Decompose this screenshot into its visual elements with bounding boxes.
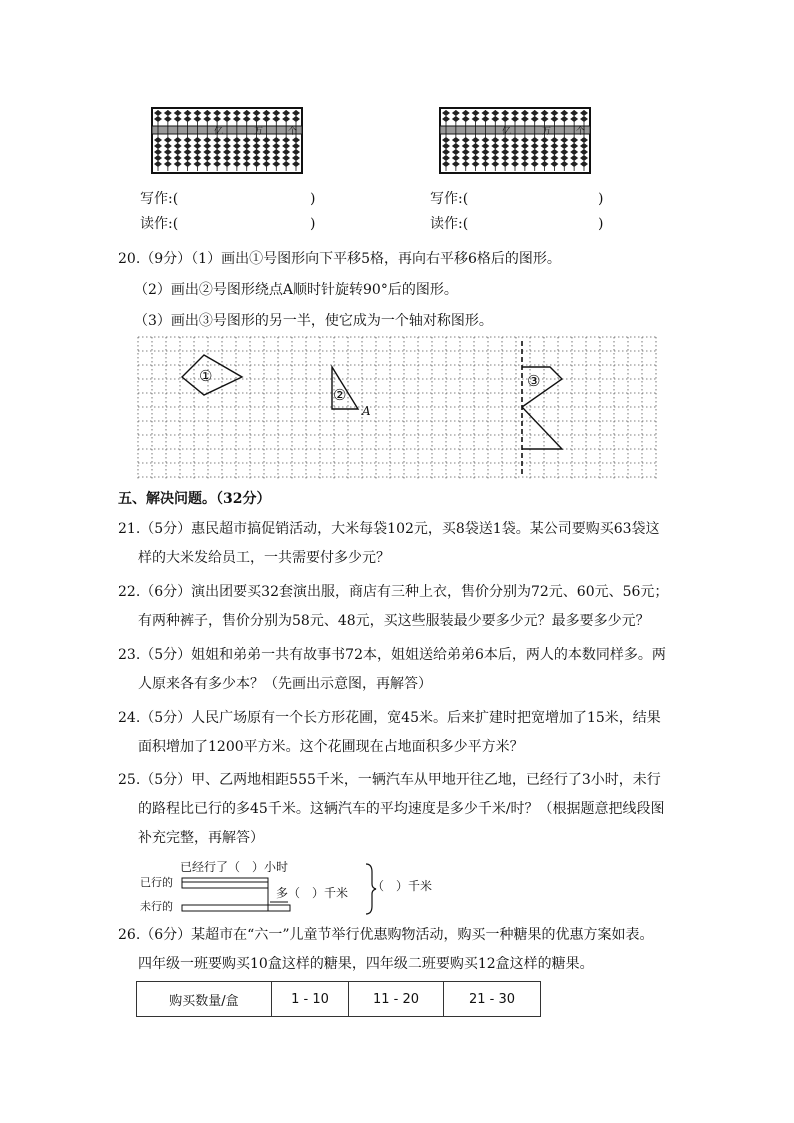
- abacus-bead: [164, 161, 172, 167]
- abacus-bead: [193, 110, 201, 116]
- abacus-bead: [223, 137, 231, 143]
- abacus-bead: [521, 149, 529, 155]
- abacus-bead: [154, 116, 162, 122]
- abacus-bead: [472, 161, 480, 167]
- abacus-bead: [481, 110, 489, 116]
- abacus-bead: [550, 149, 558, 155]
- abacus-bead: [452, 161, 460, 167]
- abacus-bead: [184, 155, 192, 161]
- section-5-heading: 五、解决问题。（32分）: [118, 491, 271, 507]
- abacus-bead: [472, 143, 480, 149]
- q24-line-1: 24.（5分）人民广场原有一个长方形花圃，宽45米。后来扩建时把宽增加了15米，结果: [118, 710, 661, 726]
- abacus-bead: [223, 161, 231, 167]
- abacus-bead: [223, 143, 231, 149]
- abacus-bead: [550, 110, 558, 116]
- abacus-bead: [233, 143, 241, 149]
- abacus-bead: [472, 116, 480, 122]
- q25-line-1: 25.（5分）甲、乙两地相距555千米，一辆汽车从甲地开往乙地，已经行了3小时，未行: [118, 772, 661, 788]
- abacus-bead: [233, 149, 241, 155]
- abacus-bead: [164, 149, 172, 155]
- abacus-bead: [442, 155, 450, 161]
- abacus-bead: [203, 149, 211, 155]
- q20-sub2: （2）画出②号图形绕点A顺时针旋转90°后的图形。: [134, 282, 458, 298]
- q23-line-1: 23.（5分）姐姐和弟弟一共有故事书72本，姐姐送给弟弟6本后，两人的本数同样多。两: [118, 647, 666, 663]
- abacus-2-write-close: ): [598, 191, 604, 207]
- table-col-cell: 11 - 20: [349, 982, 444, 1017]
- abacus-bead: [233, 137, 241, 143]
- abacus-bead: [481, 161, 489, 167]
- abacus-bead: [521, 116, 529, 122]
- abacus-bead: [213, 137, 221, 143]
- abacus-bead: [462, 143, 470, 149]
- abacus-bead: [491, 149, 499, 155]
- table-col-cell: 21 - 30: [444, 982, 541, 1017]
- abacus-bead: [203, 161, 211, 167]
- abacus-bead: [292, 116, 300, 122]
- abacus-bead: [253, 137, 261, 143]
- abacus-2-label-ge: 个: [576, 127, 586, 137]
- abacus-bead: [472, 110, 480, 116]
- abacus-bead: [511, 137, 519, 143]
- abacus-bead: [262, 137, 270, 143]
- abacus-bead: [541, 143, 549, 149]
- abacus-bead: [154, 143, 162, 149]
- abacus-bead: [184, 116, 192, 122]
- abacus-bead: [570, 110, 578, 116]
- abacus-bead: [233, 110, 241, 116]
- abacus-bead: [541, 155, 549, 161]
- abacus-bead: [531, 116, 539, 122]
- abacus-bead: [223, 110, 231, 116]
- abacus-bead: [282, 137, 290, 143]
- abacus-bead: [253, 155, 261, 161]
- abacus-bead: [223, 116, 231, 122]
- abacus-bead: [501, 155, 509, 161]
- abacus-bead: [501, 137, 509, 143]
- abacus-bead: [203, 155, 211, 161]
- abacus-bead: [203, 137, 211, 143]
- abacus-bead: [243, 155, 251, 161]
- abacus-bead: [580, 137, 588, 143]
- abacus-bead: [452, 143, 460, 149]
- abacus-bead: [521, 110, 529, 116]
- point-a-label: A: [362, 404, 371, 418]
- abacus-bead: [233, 155, 241, 161]
- diagram-total-label: （ ）千米: [372, 879, 433, 893]
- q25-line-2: 的路程比已行的多45千米。这辆汽车的平均速度是多少千米/时？（根据题意把线段图: [138, 801, 665, 817]
- abacus-bead: [452, 137, 460, 143]
- abacus-bead: [511, 110, 519, 116]
- abacus-bead: [511, 155, 519, 161]
- abacus-bead: [253, 149, 261, 155]
- abacus-bead: [223, 149, 231, 155]
- abacus-bead: [560, 116, 568, 122]
- abacus-2-label-wan: 万: [542, 127, 552, 137]
- abacus-bead: [253, 110, 261, 116]
- abacus-bead: [472, 149, 480, 155]
- abacus-bead: [243, 143, 251, 149]
- abacus-bead: [154, 161, 162, 167]
- q21-line-1: 21.（5分）惠民超市搞促销活动，大米每袋102元，买8袋送1袋。某公司要购买63袋这: [118, 521, 660, 537]
- abacus-bead: [193, 161, 201, 167]
- abacus-1-drawing: [152, 108, 302, 173]
- abacus-2-read-close: ): [598, 216, 604, 232]
- abacus-bead: [272, 161, 280, 167]
- abacus-bead: [272, 149, 280, 155]
- abacus-bead: [253, 116, 261, 122]
- abacus-bead: [184, 149, 192, 155]
- abacus-bead: [272, 116, 280, 122]
- abacus-bead: [491, 110, 499, 116]
- q25-line-3: 补充完整，再解答）: [138, 830, 264, 846]
- abacus-bead: [491, 137, 499, 143]
- abacus-bead: [491, 116, 499, 122]
- grid-lines: [138, 337, 658, 479]
- abacus-bead: [292, 137, 300, 143]
- abacus-bead: [452, 155, 460, 161]
- abacus-bead: [272, 143, 280, 149]
- abacus-bead: [262, 149, 270, 155]
- q24-line-2: 面积增加了1200平方米。这个花圃现在占地面积多少平方米？: [138, 739, 524, 755]
- abacus-bead: [511, 161, 519, 167]
- abacus-bead: [193, 143, 201, 149]
- abacus-bead: [174, 155, 182, 161]
- diagram-total-brace: [366, 864, 376, 914]
- abacus-bead: [560, 110, 568, 116]
- q21-line-2: 样的大米发给员工，一共需要付多少元？: [138, 550, 390, 566]
- abacus-bead: [462, 137, 470, 143]
- abacus-bead: [174, 116, 182, 122]
- abacus-bead: [550, 116, 558, 122]
- abacus-bead: [560, 161, 568, 167]
- abacus-bead: [472, 155, 480, 161]
- abacus-bead: [481, 155, 489, 161]
- abacus-bead: [243, 137, 251, 143]
- abacus-bead: [481, 149, 489, 155]
- table-header-cell: 购买数量/盒: [137, 982, 272, 1017]
- abacus-bead: [580, 110, 588, 116]
- q26-line-2: 四年级一班要购买10盒这样的糖果，四年级二班要购买12盒这样的糖果。: [138, 956, 594, 972]
- abacus-bead: [531, 110, 539, 116]
- abacus-1-write-close: ): [310, 191, 316, 207]
- abacus-2-label-yi: 亿: [502, 127, 512, 137]
- abacus-bead: [491, 155, 499, 161]
- abacus-bead: [272, 155, 280, 161]
- abacus-bead: [531, 143, 539, 149]
- abacus-bead: [442, 161, 450, 167]
- abacus-bead: [184, 143, 192, 149]
- abacus-bead: [164, 143, 172, 149]
- shape-2-label: ②: [333, 386, 347, 404]
- abacus-bead: [193, 116, 201, 122]
- abacus-bead: [511, 143, 519, 149]
- abacus-bead: [272, 110, 280, 116]
- abacus-1-label-ge: 个: [288, 127, 298, 137]
- abacus-bead: [262, 110, 270, 116]
- abacus-bead: [511, 149, 519, 155]
- abacus-bead: [184, 137, 192, 143]
- abacus-1-write-label: 写作:(: [140, 191, 179, 207]
- abacus-bead: [253, 161, 261, 167]
- abacus-bead: [550, 161, 558, 167]
- abacus-2-drawing: [440, 108, 590, 173]
- abacus-bead: [262, 116, 270, 122]
- abacus-bead: [292, 110, 300, 116]
- abacus-bead: [442, 137, 450, 143]
- diagram-top-brace: [182, 878, 268, 882]
- q22-line-2: 有两种裤子，售价分别为58元、48元，买这些服装最少要多少元？最多要多少元？: [138, 613, 650, 629]
- shape-1-label: ①: [199, 367, 213, 385]
- abacus-bead: [292, 155, 300, 161]
- abacus-bead: [174, 161, 182, 167]
- abacus-bead: [531, 137, 539, 143]
- transform-grid: [138, 337, 658, 479]
- abacus-bead: [531, 161, 539, 167]
- abacus-bead: [541, 110, 549, 116]
- abacus-bead: [213, 116, 221, 122]
- abacus-1-read-close: ): [310, 216, 316, 232]
- abacus-bead: [442, 149, 450, 155]
- abacus-bead: [560, 143, 568, 149]
- abacus-bead: [570, 155, 578, 161]
- abacus-bead: [292, 149, 300, 155]
- abacus-bead: [154, 110, 162, 116]
- diagram-remaining-bar: [182, 905, 268, 911]
- abacus-bead: [501, 116, 509, 122]
- abacus-bead: [164, 155, 172, 161]
- abacus-bead: [462, 116, 470, 122]
- abacus-bead: [560, 155, 568, 161]
- abacus-bead: [452, 149, 460, 155]
- abacus-bead: [262, 161, 270, 167]
- abacus-bead: [184, 161, 192, 167]
- abacus-bead: [541, 116, 549, 122]
- abacus-bead: [164, 137, 172, 143]
- abacus-bead: [550, 155, 558, 161]
- abacus-bead: [184, 110, 192, 116]
- abacus-bead: [560, 149, 568, 155]
- abacus-bead: [452, 116, 460, 122]
- abacus-bead: [462, 161, 470, 167]
- abacus-bead: [442, 143, 450, 149]
- table-row: [137, 982, 541, 1017]
- abacus-bead: [164, 110, 172, 116]
- diagram-top-label: 已经行了（ ）小时: [180, 860, 289, 874]
- abacus-bead: [511, 116, 519, 122]
- abacus-bead: [550, 137, 558, 143]
- diagram-more-label: 多（ ）千米: [276, 886, 349, 900]
- abacus-bead: [481, 137, 489, 143]
- abacus-bead: [570, 116, 578, 122]
- abacus-bead: [282, 116, 290, 122]
- q20-title: 20.（9分）（1）画出①号图形向下平移5格，再向右平移6格后的图形。: [118, 251, 561, 267]
- abacus-bead: [174, 149, 182, 155]
- abacus-bead: [560, 137, 568, 143]
- abacus-bead: [282, 143, 290, 149]
- abacus-bead: [262, 143, 270, 149]
- abacus-bead: [550, 143, 558, 149]
- abacus-bead: [541, 137, 549, 143]
- abacus-bead: [203, 143, 211, 149]
- abacus-bead: [213, 110, 221, 116]
- abacus-bead: [262, 155, 270, 161]
- q22-line-1: 22.（6分）演出团要买32套演出服，商店有三种上衣，售价分别为72元、60元、56元；: [118, 584, 669, 600]
- abacus-bead: [243, 149, 251, 155]
- abacus-2-read-label: 读作:(: [430, 216, 469, 232]
- abacus-bead: [154, 149, 162, 155]
- abacus-bead: [213, 143, 221, 149]
- abacus-bead: [223, 155, 231, 161]
- abacus-bead: [531, 149, 539, 155]
- abacus-bead: [501, 149, 509, 155]
- abacus-bead: [282, 161, 290, 167]
- abacus-bead: [233, 161, 241, 167]
- q26-line-1: 26.（6分）某超市在“六一”儿童节举行优惠购物活动，购买一种糖果的优惠方案如表。: [118, 927, 654, 943]
- abacus-bead: [213, 155, 221, 161]
- q23-line-2: 人原来各有多少本？（先画出示意图，再解答）: [138, 676, 432, 692]
- diagram-row1-label: 已行的: [140, 876, 173, 889]
- abacus-bead: [531, 155, 539, 161]
- abacus-bead: [521, 143, 529, 149]
- q20-sub3: （3）画出③号图形的另一半，使它成为一个轴对称图形。: [134, 313, 493, 329]
- abacus-bead: [501, 110, 509, 116]
- abacus-bead: [472, 137, 480, 143]
- abacus-bead: [570, 143, 578, 149]
- abacus-bead: [521, 137, 529, 143]
- abacus-bead: [541, 161, 549, 167]
- diagram-extra-bar: [268, 905, 290, 911]
- abacus-bead: [501, 161, 509, 167]
- abacus-bead: [174, 110, 182, 116]
- abacus-bead: [203, 116, 211, 122]
- abacus-bead: [233, 116, 241, 122]
- abacus-bead: [491, 143, 499, 149]
- abacus-bead: [452, 110, 460, 116]
- abacus-bead: [282, 110, 290, 116]
- abacus-bead: [481, 116, 489, 122]
- abacus-bead: [521, 161, 529, 167]
- abacus-bead: [272, 137, 280, 143]
- abacus-bead: [570, 149, 578, 155]
- abacus-bead: [164, 116, 172, 122]
- abacus-bead: [213, 161, 221, 167]
- abacus-1-label-yi: 亿: [214, 127, 224, 137]
- abacus-bead: [203, 110, 211, 116]
- abacus-2-write-label: 写作:(: [430, 191, 469, 207]
- line-diagram: [180, 858, 433, 918]
- abacus-bead: [462, 155, 470, 161]
- abacus-1-label-wan: 万: [254, 127, 264, 137]
- abacus-bead: [193, 137, 201, 143]
- abacus-bead: [174, 137, 182, 143]
- abacus-bead: [580, 155, 588, 161]
- abacus-1-read-label: 读作:(: [140, 216, 179, 232]
- abacus-bead: [243, 161, 251, 167]
- abacus-bead: [580, 149, 588, 155]
- diagram-row2-label: 未行的: [140, 900, 173, 913]
- abacus-bead: [580, 143, 588, 149]
- abacus-bead: [193, 155, 201, 161]
- abacus-bead: [253, 143, 261, 149]
- abacus-bead: [193, 149, 201, 155]
- abacus-bead: [541, 149, 549, 155]
- diagram-traveled-bar: [182, 882, 268, 888]
- abacus-bead: [580, 161, 588, 167]
- abacus-bead: [292, 143, 300, 149]
- abacus-bead: [491, 161, 499, 167]
- discount-table: [136, 981, 541, 1017]
- abacus-bead: [462, 149, 470, 155]
- abacus-bead: [570, 137, 578, 143]
- abacus-bead: [174, 143, 182, 149]
- abacus-bead: [243, 116, 251, 122]
- abacus-bead: [442, 110, 450, 116]
- abacus-bead: [481, 143, 489, 149]
- abacus-bead: [462, 110, 470, 116]
- abacus-bead: [154, 155, 162, 161]
- table-col-cell: 1 - 10: [272, 982, 349, 1017]
- abacus-bead: [213, 149, 221, 155]
- abacus-bead: [570, 161, 578, 167]
- abacus-bead: [282, 155, 290, 161]
- abacus-bead: [501, 143, 509, 149]
- shape-3-label: ③: [527, 372, 541, 390]
- abacus-bead: [243, 110, 251, 116]
- abacus-bead: [521, 155, 529, 161]
- abacus-bead: [292, 161, 300, 167]
- abacus-bead: [442, 116, 450, 122]
- abacus-bead: [580, 116, 588, 122]
- abacus-bead: [282, 149, 290, 155]
- abacus-bead: [154, 137, 162, 143]
